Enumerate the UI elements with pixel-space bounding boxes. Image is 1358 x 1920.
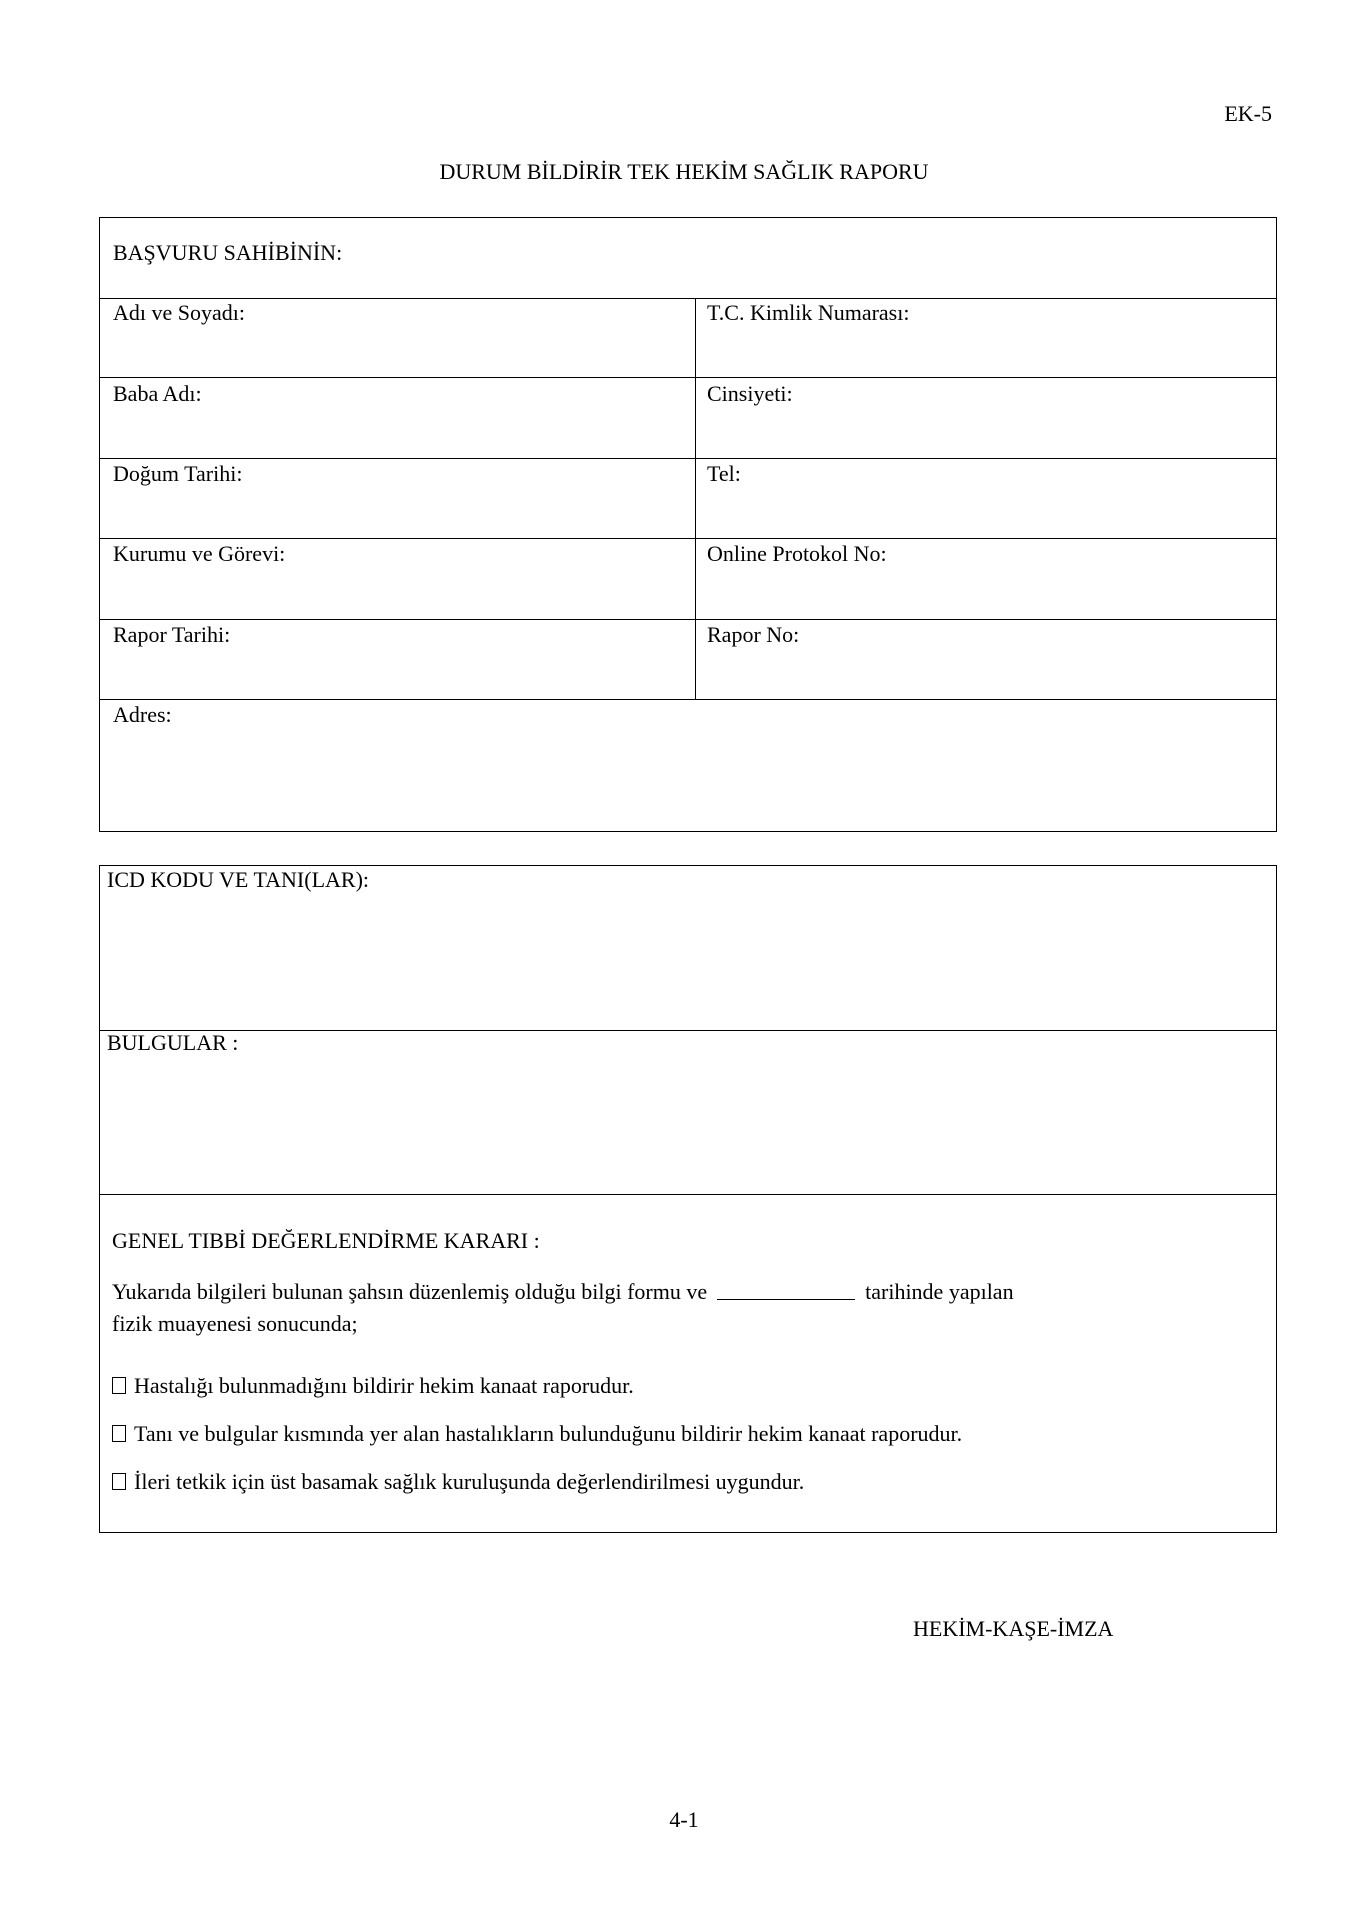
icd-diagnosis-field[interactable]: ICD KODU VE TANI(LAR):	[107, 867, 370, 892]
report-no-field[interactable]: Rapor No:	[707, 622, 800, 647]
page-title: DURUM BİLDİRİR TEK HEKİM SAĞLIK RAPORU	[439, 159, 929, 184]
paragraph-text-2: tarihinde yapılan	[865, 1279, 1014, 1304]
tc-id-field[interactable]: T.C. Kimlik Numarası:	[707, 300, 910, 325]
father-name-field[interactable]: Baba Adı:	[113, 381, 202, 406]
address-field[interactable]: Adres:	[113, 702, 172, 727]
signature-label: HEKİM-KAŞE-İMZA	[913, 1616, 1114, 1641]
decision-paragraph	[112, 1281, 1014, 1303]
checkbox-icon[interactable]	[112, 1425, 126, 1442]
option-label: Hastalığı bulunmadığını bildirir hekim kanaat raporudur.	[134, 1373, 634, 1398]
phone-field[interactable]: Tel:	[707, 461, 741, 486]
institution-field[interactable]: Kurumu ve Görevi:	[113, 541, 286, 566]
decision-heading: GENEL TIBBİ DEĞERLENDİRME KARARI :	[112, 1228, 540, 1253]
option-no-disease[interactable]	[112, 1375, 634, 1397]
annex-label: EK-5	[1224, 101, 1272, 126]
option-further-examination[interactable]	[112, 1471, 804, 1493]
paragraph-line-2: fizik muayenesi sonucunda;	[112, 1311, 358, 1336]
applicant-info-table	[99, 217, 1277, 832]
option-label: İleri tetkik için üst basamak sağlık kuruluşunda değerlendirilmesi uygundur.	[134, 1469, 805, 1494]
report-date-field[interactable]: Rapor Tarihi:	[113, 622, 231, 647]
paragraph-text-1: Yukarıda bilgileri bulunan şahsın düzenlemiş olduğu bilgi formu ve	[112, 1279, 708, 1304]
page-number: 4-1	[669, 1807, 699, 1832]
birth-date-field[interactable]: Doğum Tarihi:	[113, 461, 243, 486]
name-field[interactable]: Adı ve Soyadı:	[113, 300, 245, 325]
option-label: Tanı ve bulgular kısmında yer alan hastalıkların bulunduğunu bildirir hekim kanaat raporudur.	[134, 1421, 963, 1446]
applicant-heading: BAŞVURU SAHİBİNİN:	[113, 240, 343, 265]
checkbox-icon[interactable]	[112, 1377, 126, 1394]
protocol-no-field[interactable]: Online Protokol No:	[707, 541, 887, 566]
findings-field[interactable]: BULGULAR :	[107, 1030, 239, 1055]
checkbox-icon[interactable]	[112, 1473, 126, 1490]
exam-date-blank[interactable]	[717, 1281, 855, 1300]
option-disease-present[interactable]	[112, 1423, 962, 1445]
gender-field[interactable]: Cinsiyeti:	[707, 381, 793, 406]
